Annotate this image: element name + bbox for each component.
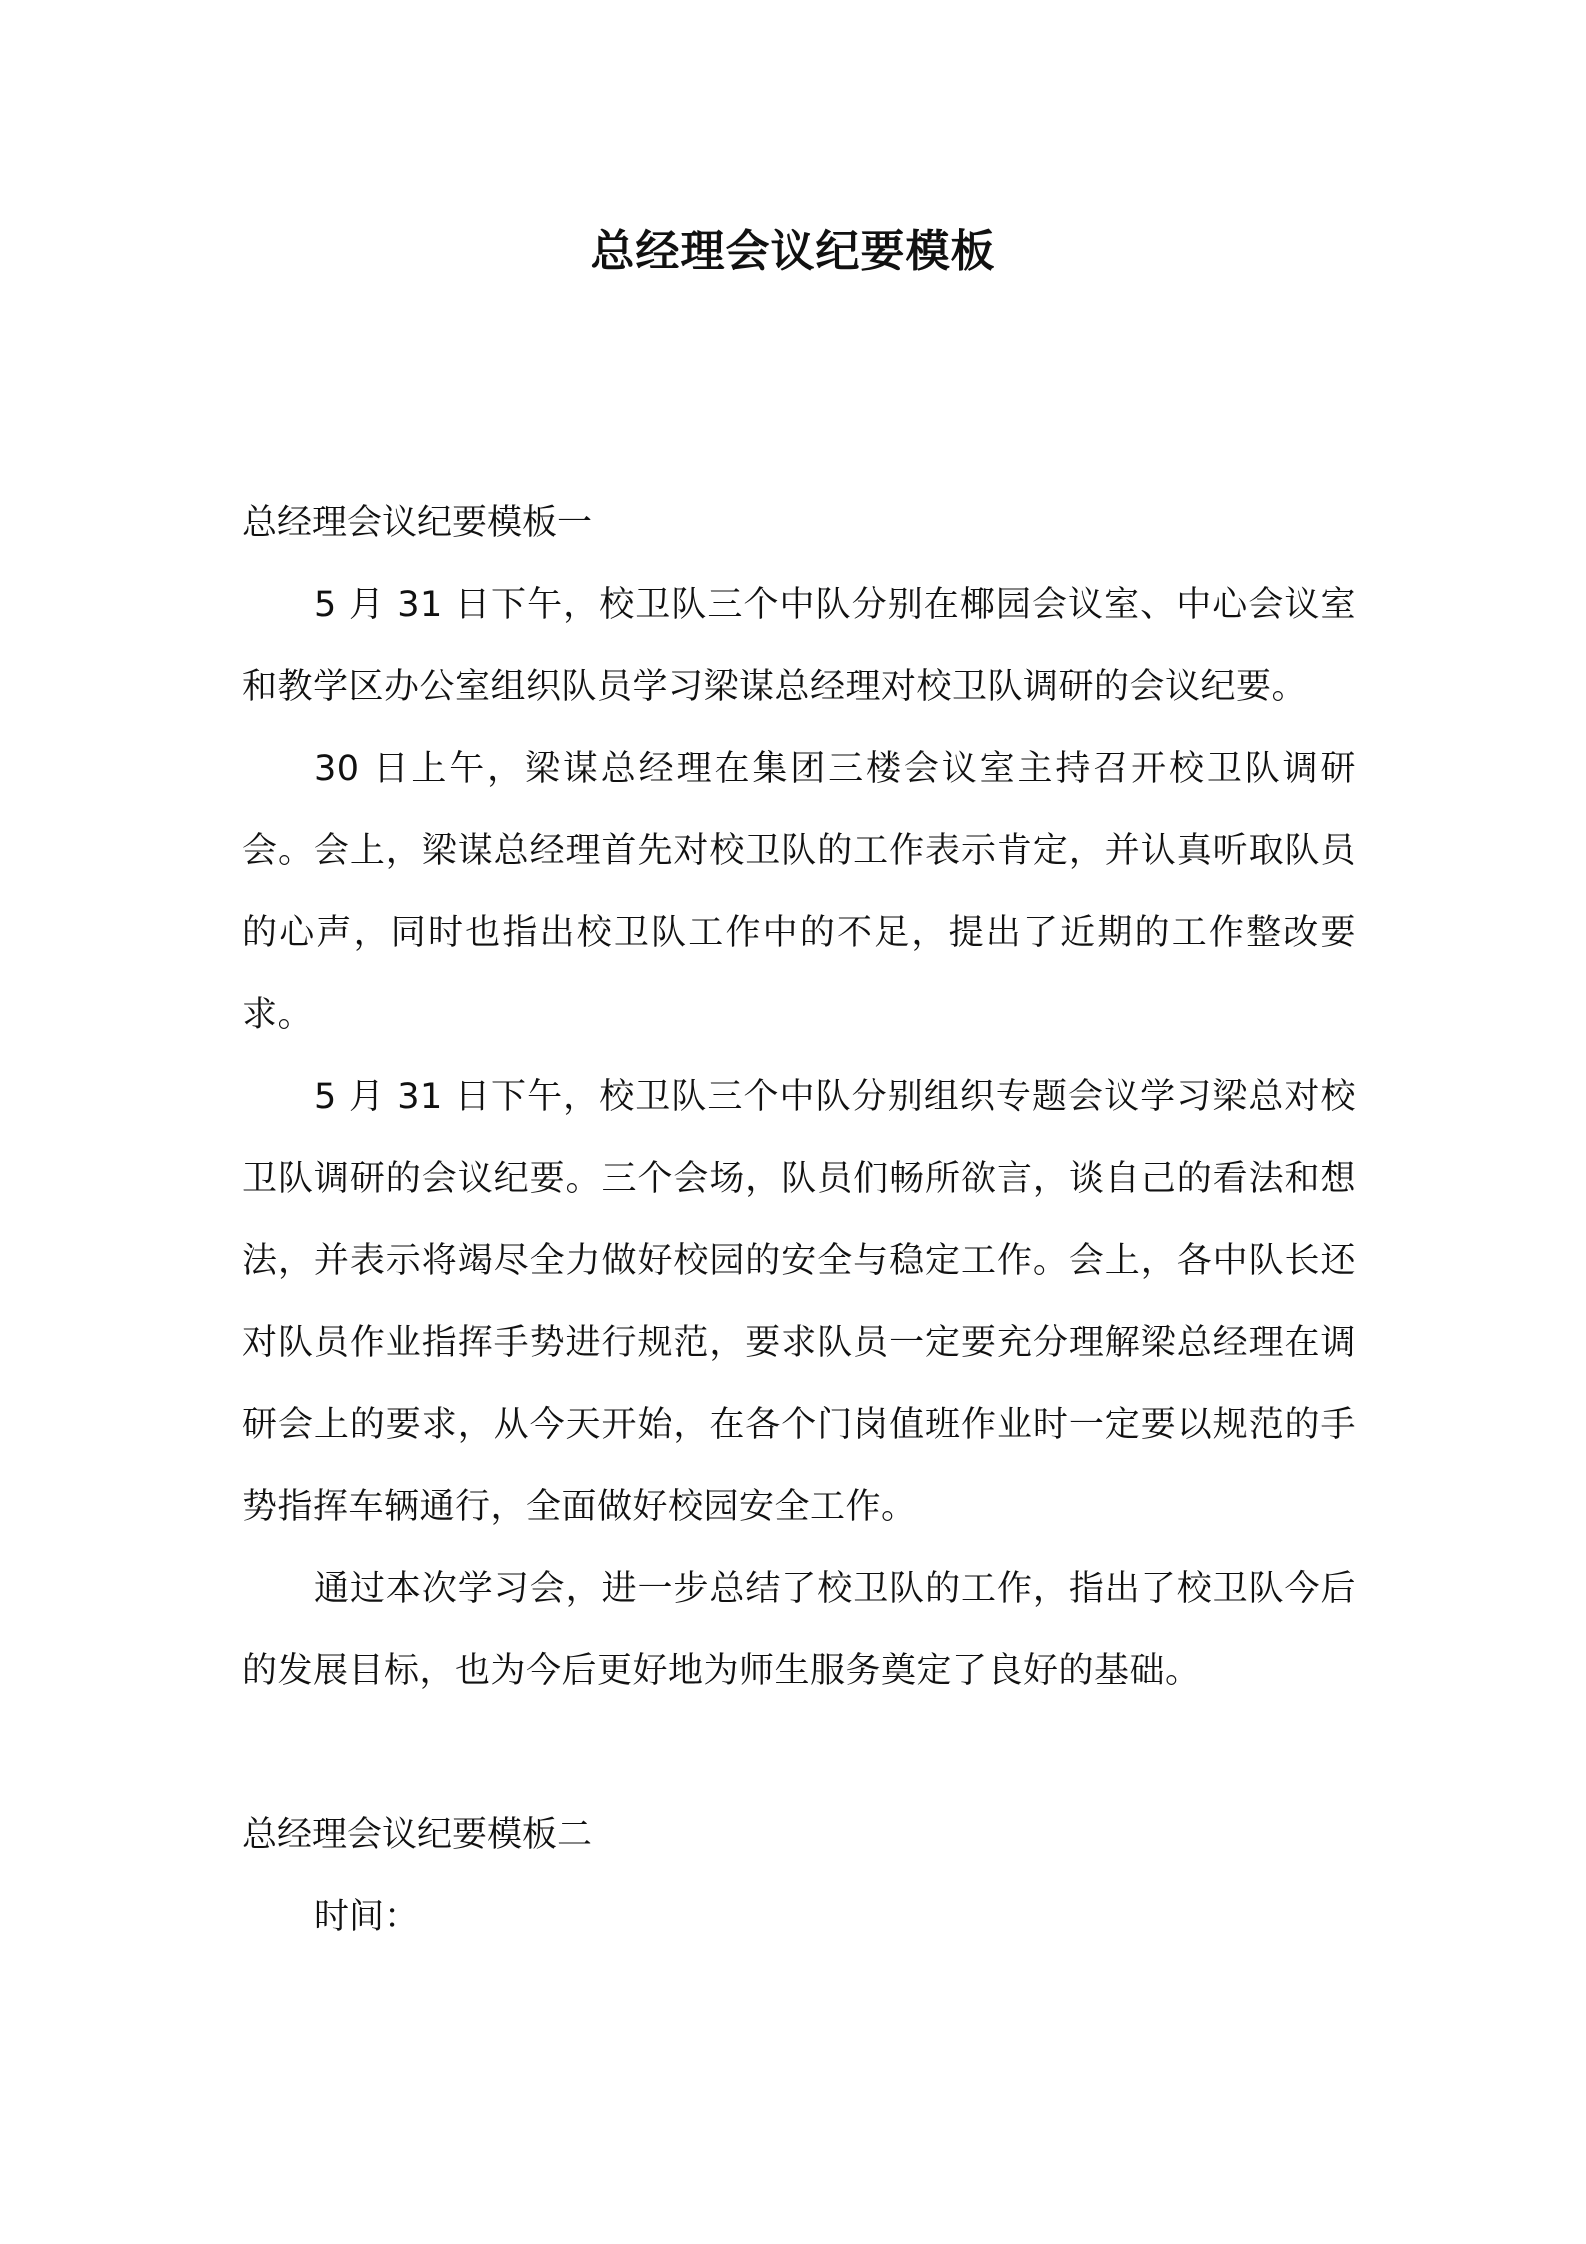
section-heading-1: 总经理会议纪要模板一 [242, 503, 593, 543]
section-heading-2: 总经理会议纪要模板二 [242, 1815, 593, 1855]
section-spacer [242, 1712, 1356, 1794]
paragraph-3: 5 月 31 日下午，校卫队三个中队分别组织专题会议学习梁总对校卫队调研的会议纪要。三个会场，队员们畅所欲言，谈自己的看法和想法，并表示将竭尽全力做好校园的安全与稳定工作。会上，各中队长还对队员作业指挥手势进行规范，要求队员一定要充分理解梁总经理在调研会上的要求，从今天开始，在各个门岗值班作业时一定要以规范的手势指挥车辆通行，全面做好校园安全工作。 [242, 1077, 1356, 1527]
document-title: 总经理会议纪要模板 [590, 226, 996, 277]
paragraph-1: 5 月 31 日下午，校卫队三个中队分别在椰园会议室、中心会议室和教学区办公室组织队员学习梁谋总经理对校卫队调研的会议纪要。 [242, 585, 1356, 707]
document-body [242, 482, 1356, 1958]
time-label: 时间： [314, 1897, 420, 1937]
paragraph-2: 30 日上午，梁谋总经理在集团三楼会议室主持召开校卫队调研会。会上，梁谋总经理首先对校卫队的工作表示肯定，并认真听取队员的心声，同时也指出校卫队工作中的不足，提出了近期的工作整改要求。 [242, 749, 1356, 1035]
paragraph-4: 通过本次学习会，进一步总结了校卫队的工作，指出了校卫队今后的发展目标，也为今后更好地为师生服务奠定了良好的基础。 [242, 1569, 1356, 1691]
